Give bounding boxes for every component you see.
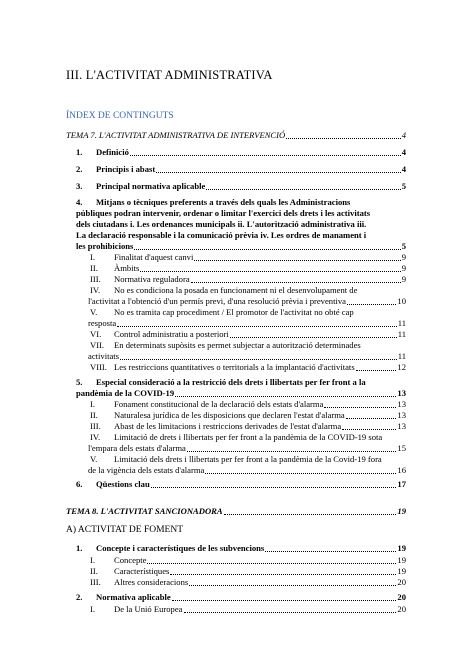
leader-dots (170, 574, 396, 575)
toc-subitem-number: II. (90, 410, 98, 420)
leader-dots (187, 451, 397, 452)
toc-item-label: Concepte i característiques de les subvencions (96, 543, 265, 553)
leader-dots (191, 282, 401, 283)
toc-subitem[interactable] (88, 410, 406, 421)
toc-subitem-label: No es condiciona la posada en funcionament ni el desenvolupament de (114, 285, 358, 295)
toc-subitem-number: VII. (90, 340, 105, 350)
toc-subitem-label: resposta (88, 318, 117, 328)
toc-subitem-number: I. (90, 399, 96, 409)
toc-page-number: 19 (397, 566, 406, 576)
toc-item-number: 1. (76, 543, 83, 553)
toc-page-number: 13 (397, 421, 406, 431)
toc-page-number: 19 (397, 506, 406, 516)
toc-subitem[interactable] (88, 555, 406, 566)
toc-subitem-label: l'empara dels estats d'alarma (88, 443, 186, 453)
toc-item-line: les prohibicions (76, 241, 134, 251)
toc-item[interactable] (76, 147, 406, 158)
toc-subitem-label: Característiques (114, 566, 170, 576)
toc-item[interactable] (76, 164, 406, 175)
subsection-heading: A) ACTIVITAT DE FOMENT (66, 525, 184, 535)
toc-item[interactable] (76, 479, 406, 490)
toc-subitem[interactable] (88, 421, 406, 432)
toc-subitem[interactable] (88, 362, 406, 373)
toc-item-line: Especial consideració a la restricció dels drets i llibertats per fer front a la (96, 377, 366, 387)
toc-item-number: 2. (76, 592, 83, 602)
leader-dots (151, 487, 397, 488)
toc-subitem-label: l'activitat a l'obtenció d'un permís previ, d'una resolució prèvia i preventiva (88, 296, 346, 306)
toc-page-number: 5 (401, 241, 406, 251)
toc-subitem-label: No es tramita cap procediment / El promotor de l'activitat no obté cap (114, 307, 354, 317)
toc-item-line: La declaració responsable i la comunicació prèvia iv. Les ordres de manament i (76, 230, 367, 240)
toc-item-number: 4. (76, 197, 83, 207)
toc-page-number: 4 (401, 147, 406, 157)
toc-subitem-label: Altres consideracions (114, 577, 189, 587)
toc-subitem-number: III. (90, 421, 101, 431)
toc-subitem-number: II. (90, 566, 98, 576)
toc-subitem-number: IV. (90, 432, 101, 442)
leader-dots (189, 585, 396, 586)
toc-subitem[interactable] (88, 577, 406, 588)
toc-tema8[interactable] (66, 506, 406, 517)
toc-subitem[interactable] (88, 274, 406, 285)
index-heading: ÍNDEX DE CONTINGUTS (66, 111, 174, 121)
toc-page-number: 11 (397, 318, 406, 328)
toc-subitem-label: Les restriccions quantitatives o territorials a la implantació d'activitats (114, 362, 355, 372)
toc-page-number: 9 (401, 274, 406, 284)
toc-tema7[interactable] (66, 130, 406, 141)
leader-dots (224, 514, 397, 515)
toc-item-line: pandèmia de la COVID-19 (76, 388, 175, 398)
leader-dots (120, 359, 397, 360)
leader-dots (356, 370, 397, 371)
toc-subitem-number: V. (90, 307, 98, 317)
leader-dots (156, 172, 400, 173)
toc-subitem[interactable] (88, 566, 406, 577)
toc-subitem-label: Àmbits (114, 263, 140, 273)
toc-item-number: 1. (76, 147, 83, 157)
toc-item-number: 6. (76, 479, 83, 489)
toc-item-line: dels ciutadans i. Les ordenances municipals ii. L'autorització administrativa iii. (76, 219, 367, 229)
toc-subitem[interactable] (88, 604, 406, 615)
toc-item-5[interactable] (76, 377, 406, 399)
toc-item-line: públiques podran intervenir, ordenar o limitar l'exercici dels drets i les activitats (76, 208, 371, 218)
toc-page-number: 4 (401, 130, 406, 140)
leader-dots (206, 189, 400, 190)
toc-subitem-label: Limitació de drets i llibertats per fer front a la pandèmia de la COVID-19 sota (114, 432, 383, 442)
toc-subitem-number: II. (90, 263, 98, 273)
toc-subitem-label: Naturalesa jurídica de les disposicions que declaren l'estat d'alarma (114, 410, 345, 420)
toc-subitem[interactable] (88, 432, 406, 454)
toc-subitem-label: Limitació dels drets i llibertats per fer front a la pandèmia de la Covid-19 fora (114, 454, 382, 464)
toc-item[interactable] (76, 181, 406, 192)
leader-dots (265, 551, 396, 552)
toc-item[interactable] (76, 543, 406, 554)
toc-page-number: 11 (397, 351, 406, 361)
toc-subitem[interactable] (88, 307, 406, 329)
toc-subitem[interactable] (88, 263, 406, 274)
toc-subitem[interactable] (88, 399, 406, 410)
toc-page-number: 13 (397, 388, 406, 398)
toc-subitem-number: I. (90, 555, 96, 565)
toc-subitem-label: En determinats supòsits es permet subjectar a autorització determinades (114, 340, 361, 350)
toc-page-number: 20 (397, 577, 406, 587)
leader-dots (324, 407, 396, 408)
toc-subitem-label: activitats (88, 351, 120, 361)
toc-item-number: 5. (76, 377, 83, 387)
toc-page-number: 9 (401, 263, 406, 273)
leader-dots (347, 304, 396, 305)
toc-subitem[interactable] (88, 340, 406, 362)
toc-subitem-number: VIII. (90, 362, 107, 372)
toc-page-number: 20 (397, 592, 406, 602)
toc-subitem-label: Finalitat d'aquest canvi (114, 252, 194, 262)
toc-item-label: Principal normativa aplicable (96, 181, 206, 191)
toc-subitem-label: Abast de les limitacions i restriccions derivades de l'estat d'alarma (114, 421, 342, 431)
toc-item-label: Principis i abast (96, 164, 156, 174)
leader-dots (130, 155, 401, 156)
toc-item-label: Definició (96, 147, 129, 157)
toc-item[interactable] (76, 592, 406, 603)
leader-dots (205, 473, 396, 474)
toc-tema7-label: TEMA 7. L'ACTIVITAT ADMINISTRATIVA DE INTERVENCIÓ (66, 130, 286, 140)
toc-page-number: 19 (397, 555, 406, 565)
toc-subitem-label: de la vigència dels estats d'alarma (88, 465, 205, 475)
toc-page-number: 13 (397, 399, 406, 409)
toc-subitem-label: Control administratiu a posteriori (114, 329, 229, 339)
toc-page-number: 20 (397, 604, 406, 614)
toc-subitem-number: I. (90, 604, 96, 614)
leader-dots (184, 612, 397, 613)
leader-dots (342, 429, 396, 430)
leader-dots (175, 396, 396, 397)
toc-page-number: 5 (401, 181, 406, 191)
toc-subitem-number: III. (90, 577, 101, 587)
page-title: III. L'ACTIVITAT ADMINISTRATIVA (66, 68, 273, 82)
toc-page-number: 12 (397, 362, 406, 372)
toc-page-number: 17 (397, 479, 406, 489)
toc-item-label: Normativa aplicable (96, 592, 171, 602)
leader-dots (346, 418, 397, 419)
toc-tema8-label: TEMA 8. L'ACTIVITAT SANCIONADORA (66, 506, 223, 516)
toc-page-number: 9 (401, 252, 406, 262)
leader-dots (117, 326, 397, 327)
toc-page-number: 10 (397, 296, 406, 306)
leader-dots (172, 600, 397, 601)
toc-subitem-number: I. (90, 252, 96, 262)
toc-subitem[interactable] (88, 454, 406, 476)
toc-subitem-label: De la Unió Europea (114, 604, 183, 614)
toc-subitem-label: Concepte (114, 555, 147, 565)
toc-subitem[interactable] (88, 329, 406, 340)
toc-item-number: 2. (76, 164, 83, 174)
leader-dots (147, 563, 396, 564)
leader-dots (194, 260, 400, 261)
toc-item-number: 3. (76, 181, 83, 191)
toc-page-number: 4 (401, 164, 406, 174)
toc-subitem[interactable] (88, 252, 406, 263)
leader-dots (134, 249, 400, 250)
toc-page-number: 13 (397, 410, 406, 420)
toc-subitem[interactable] (88, 285, 406, 307)
toc-item-line: Mitjans o tècniques preferents a través dels quals les Administracions (96, 197, 351, 207)
toc-page-number: 11 (397, 329, 406, 339)
leader-dots (230, 337, 397, 338)
toc-subitem-number: III. (90, 274, 101, 284)
toc-item-label: Qüestions clau (96, 479, 150, 489)
toc-page-number: 15 (397, 443, 406, 453)
toc-subitem-number: VI. (90, 329, 102, 339)
leader-dots (286, 138, 400, 139)
toc-subitem-label: Fonament constitucional de la declaració dels estats d'alarma (114, 399, 324, 409)
toc-subitem-number: IV. (90, 285, 101, 295)
toc-item-4[interactable] (76, 197, 406, 252)
toc-subitem-label: Normativa reguladora (114, 274, 190, 284)
toc-subitem-number: V. (90, 454, 98, 464)
toc-page-number: 16 (397, 465, 406, 475)
leader-dots (140, 271, 400, 272)
toc-page-number: 19 (397, 543, 406, 553)
